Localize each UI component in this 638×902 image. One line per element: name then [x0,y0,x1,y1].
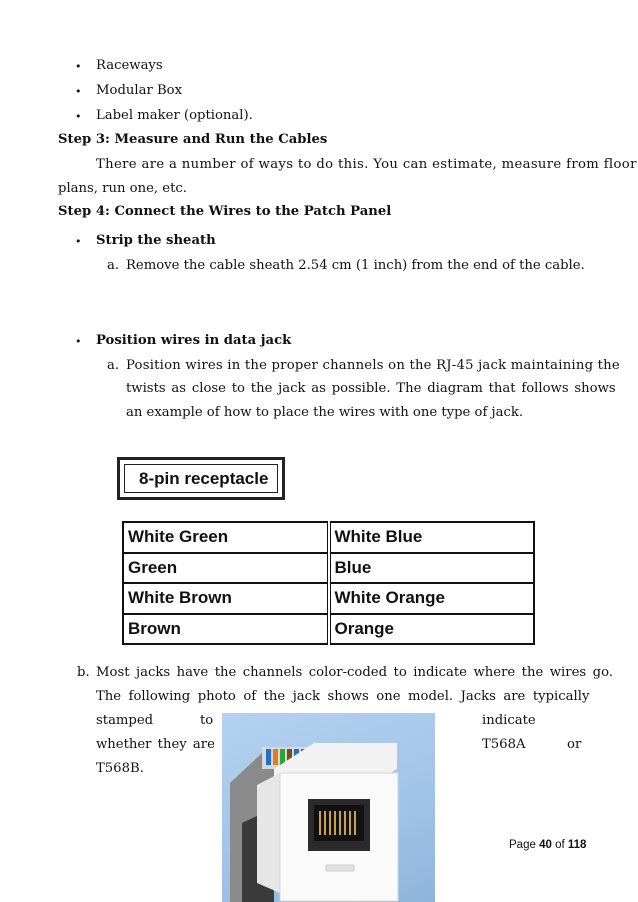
position-wires-line-3: an example of how to place the wires with one type of jack. [126,405,524,420]
tool-item-label-maker: Label maker (optional). [96,108,253,123]
jacks-word-indicate: indicate [482,713,536,728]
strip-sheath-heading: Strip the sheath [96,233,216,248]
jacks-word-t568b: T568B. [96,761,144,776]
strip-sheath-text: Remove the cable sheath 2.54 cm (1 inch) from the end of the cable. [126,258,585,273]
bullet-icon: • [75,335,82,348]
table-cell: Brown [123,614,329,645]
pin-color-table [122,521,535,645]
jacks-line-2: The following photo of the jack shows one model. Jacks are typically [96,689,590,704]
jacks-words-whether: whether they are [96,737,215,752]
tool-item-modular-box: Modular Box [96,83,183,98]
position-wires-line-2: twists as close to the jack as possible. The diagram that follows shows [126,381,616,396]
jacks-line-1: Most jacks have the channels color-coded to indicate where the wires go. [96,665,613,680]
page-of: of [555,839,565,851]
jacks-word-to: to [200,713,214,728]
jacks-word-t568a: T568A [482,737,526,752]
position-wires-line-1: Position wires in the proper channels on the RJ-45 jack maintaining the [126,358,620,373]
position-wires-heading: Position wires in data jack [96,333,292,348]
receptacle-label-box [117,457,285,500]
step-3-text-line-1: There are a number of ways to do this. You can estimate, measure from floor [96,157,637,172]
table-row [123,583,534,614]
receptacle-label: 8-pin receptacle [124,464,278,493]
position-wires-marker: a. [107,358,120,373]
table-row [123,614,534,645]
page-current: 40 [539,839,552,851]
page-label: Page [509,839,536,851]
table-cell: Green [123,553,329,584]
step-3-text-line-2: plans, run one, etc. [58,181,187,196]
rj45-jack-photo [222,713,435,902]
jacks-word-stamped: stamped [96,713,154,728]
jacks-word-or: or [567,737,582,752]
bullet-icon: • [75,60,82,73]
rj45-jack-illustration [222,713,435,902]
step-3-heading: Step 3: Measure and Run the Cables [58,132,328,147]
page-total: 118 [567,839,587,851]
jacks-marker: b. [77,665,90,680]
table-cell: White Orange [329,583,535,614]
table-row [123,522,534,553]
bullet-icon: • [75,235,82,248]
bullet-icon: • [75,110,82,123]
table-row [123,553,534,584]
strip-sheath-marker: a. [107,258,120,273]
step-4-heading: Step 4: Connect the Wires to the Patch Panel [58,204,392,219]
table-cell: Orange [329,614,535,645]
bullet-icon: • [75,85,82,98]
table-cell: Blue [329,553,535,584]
page-number [509,839,586,851]
tool-item-raceways: Raceways [96,58,163,73]
table-cell: White Brown [123,583,329,614]
table-cell: White Blue [329,522,535,553]
table-cell: White Green [123,522,329,553]
